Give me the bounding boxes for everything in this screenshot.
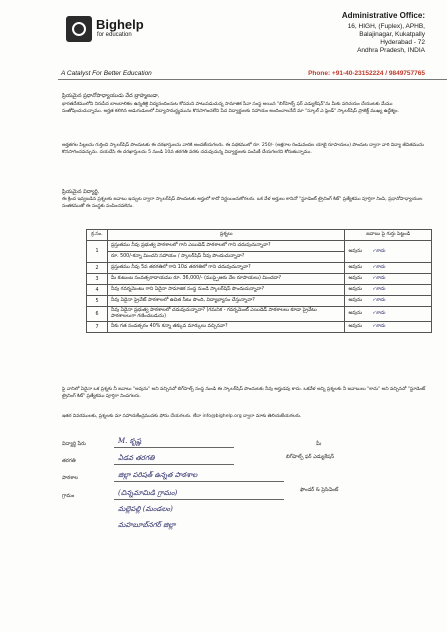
answer-no: కాదు	[376, 287, 386, 292]
sign-org: బిగ్‌హెల్ప్ ఫర్ ఎడ్యుకేషన్	[286, 454, 335, 460]
answer-cell[interactable]	[345, 274, 432, 285]
class-label: తరగతి	[62, 458, 76, 464]
answer-cell[interactable]	[345, 241, 432, 263]
row-number: 5	[87, 296, 108, 307]
question-text: నీవు ఏదైనా ప్రైవేట్ పాఠశాలలో ఉచిత సీటు పొంది, విద్యాభ్యాసం చేస్తున్నావా?	[107, 296, 344, 307]
eligibility-table	[86, 229, 432, 333]
tick-mark: ✓	[371, 311, 376, 316]
answer-yes: అవును	[348, 265, 363, 270]
logo-sub: for education	[97, 32, 132, 38]
answer-no: కాదు	[376, 265, 386, 270]
table-row	[87, 274, 432, 285]
answer-no: కాదు	[376, 298, 386, 303]
table-row	[87, 322, 432, 333]
answer-no: కాదు	[376, 311, 386, 316]
student-name-value[interactable]: M. కృష్ణ	[118, 437, 142, 445]
table-row	[87, 285, 432, 296]
question-text: నీవు ఏదైనా ప్రభుత్వ పాఠశాలలో చదువుచున్నావా? (గమనిక - గవర్నమెంట్ ఎయిడెడ్ పాఠశాలలు కూడా ప్రైవేటు పాఠశాలలుగా గణించబడును)	[107, 307, 344, 322]
village-value[interactable]: (చిన్నమామిడి గ్రామం)	[118, 489, 178, 497]
village-label: గ్రామం	[62, 493, 75, 499]
table-row	[87, 241, 432, 252]
contact-paragraph: ఇతర వివరములకు, ప్రశ్నలకు మా సహాయకేంద్రమునకు ఫోను చేయగలరు. లేదా info@bighelp.org ద్వారా మాకు తెలియజేయగలరు.	[62, 414, 302, 419]
question-text: ప్రస్తుతము నీవు ప్రభుత్వ పాఠశాలలో గాని ఎయిడెడ్ పాఠశాలలో గాని చదువుచున్నావా?	[107, 241, 344, 252]
class-value[interactable]: ఏడవ తరగతి	[118, 454, 155, 462]
answer-yes: అవును	[348, 248, 363, 254]
answer-yes: అవును	[348, 298, 363, 303]
tick-mark: ✓	[371, 324, 376, 329]
salutation: ప్రియమైన ప్రధానోపాధ్యాయుడు వేద బ్రాహ్మణుడా,	[62, 93, 160, 99]
header-divider	[58, 79, 447, 80]
answer-cell[interactable]	[345, 296, 432, 307]
student-salutation: ప్రియమైన విద్యార్థి,	[62, 189, 100, 195]
question-text: ప్రస్తుతము నీవు 5వ తరగతిలో గాని 10వ తరగతిలో గాని చదువుచున్నావా?	[107, 263, 344, 274]
row-number: 7	[87, 322, 108, 333]
village-line	[114, 499, 284, 500]
intro-paragraph: భారతదేశములోని నిరుపేద బాలబాలికల ఉన్నతికై విద్యనందించుట కోసమని పాటుపడుచున్న సామాజిక సేవా సంస్థ అయిన "బిగ్‌హెల్ప్ ఫర్ ఎడ్యుకేషన్"ను మీకు పరిచయం చేయుటకు మేము సంతోషించుచున్నాము. అర్హత కలిగిన ఆడుగుడులలో విద్యాసామర్థ్యమును కొనసాగించలేని పేద విద్యార్థులకు సహాయం అందించాలనేదే మా "స్కూల్ ఎ ఫ్రెండ్" స్కాలర్‌షిప్ ప్రాజెక్ట్ ముఖ్య ఉద్దేశ్యం.	[62, 102, 399, 114]
answer-no: కాదు	[376, 248, 386, 254]
answer-yes: అవును	[348, 287, 363, 292]
row-number: 6	[87, 307, 108, 322]
mandal-value[interactable]: మల్లెపల్లి (మండలం)	[118, 505, 173, 513]
sign-title: ఫౌండర్ & ప్రెసిడెంట్	[300, 487, 339, 493]
row-number: 1	[87, 241, 108, 263]
bighelp-logo-icon	[66, 16, 92, 42]
eligibility-paragraph: అర్హతగల పిల్లలను గుర్తించి స్కాలర్‌షిప్ పొందుటకు ఈ దరఖాస్తులను వారికి అందజేయగలరు. ఈ పథకములో రూ. 250/- (అక్షరాల రెండువందల యాభై రూపాయలు) పొందుట ద్వారా వారి విద్యా జీవితమును కొనసాగించవచ్చును. దయచేసి ఈ దరఖాస్తులను 5 నుండి 10వ తరగతి వరకు చదువుచున్న విద్యార్థులకు పంపిణీ చేయగలరని కోరుతున్నాము.	[62, 143, 424, 155]
col-header-sno: క్ర.సం.	[87, 230, 108, 241]
answer-cell[interactable]	[345, 322, 432, 333]
answer-no: కాదు	[376, 324, 386, 329]
tick-mark: ✓	[371, 287, 376, 292]
office-address	[342, 12, 425, 55]
office-line: 16, HIGH, (Fuplex), APHB,	[347, 23, 425, 30]
table-row	[87, 263, 432, 274]
row-number: 3	[87, 274, 108, 285]
col-header-answer: జవాబు పై గుర్తు పెట్టండి	[345, 230, 432, 241]
question-text: నీకు గత సంవత్సరం 40% కన్నా తక్కువ మార్కులు వచ్చినవా?	[107, 322, 344, 333]
answer-cell[interactable]	[345, 307, 432, 322]
school-line	[114, 481, 284, 482]
answer-no: కాదు	[376, 276, 386, 281]
logo-name: Bighelp	[96, 17, 144, 32]
student-name-line	[114, 447, 234, 448]
tick-mark: ✓	[371, 298, 376, 303]
answer-yes: అవును	[348, 324, 363, 329]
office-line: Balajinagar, Kukatpally	[359, 31, 425, 38]
answer-cell[interactable]	[345, 285, 432, 296]
tick-mark: ✓	[371, 248, 376, 254]
col-header-question: ప్రశ్నలు	[107, 230, 344, 241]
table-header-row	[87, 230, 432, 241]
answer-yes: అవును	[348, 276, 363, 281]
sign-salute: మీ	[316, 441, 322, 447]
answer-yes: అవును	[348, 311, 363, 316]
class-line	[114, 464, 234, 465]
office-line: Hyderabad - 72	[380, 39, 425, 46]
school-value[interactable]: జిల్లా పరిషత్ ఉన్నత పాఠశాల	[118, 471, 198, 479]
row-number: 2	[87, 263, 108, 274]
office-phone: Phone: +91-40-23152224 / 9849757765	[308, 70, 425, 77]
district-value[interactable]: మహబూబ్‌నగర్ జిల్లా	[118, 521, 176, 529]
row-number: 4	[87, 285, 108, 296]
table-row	[87, 307, 432, 322]
question-text: నీవు గవర్నమెంటు గాని ఏదైనా సామాజిక సంస్థ నుండి స్కాలర్‌షిప్ పొందుచున్నావా?	[107, 285, 344, 296]
office-title: Administrative Office:	[341, 11, 425, 20]
question-text: మీ కుటుంబ సంవత్సరాదాయము రూ. 36,000/- (ముప్పైఆరు వేల రూపాయలు) మించదా?	[107, 274, 344, 285]
tagline: A Catalyst For Better Education	[61, 70, 152, 77]
school-label: పాఠశాల	[62, 475, 79, 481]
table-row	[87, 296, 432, 307]
result-paragraph: పై వానిలో ఏదైనా ఒక ప్రశ్నకు నీ జవాబు "అవును" అని వచ్చినచో బిగ్‌హెల్ప్ సంస్థ నుండి ఈ స్కాలర్‌షిప్ పొందుటకు నీవు అర్హుడవు కాదు. ఒకవేళ అన్ని ప్రశ్నలకు నీ జవాబులు "కాదు" అని వచ్చినచో "స్టూడెంట్ ట్రైనింగ్ కిట్" ప్రత్యేకము పూర్తిగా నింపగలరు.	[62, 387, 426, 399]
student-name-label: విద్యార్థి పేరు	[62, 441, 86, 447]
question-text: రూ. 500/-కన్నా మించని సహాయం / స్కాలర్‌షిప్ నీవు పొందుచున్నావా?	[107, 252, 344, 263]
tick-mark: ✓	[371, 276, 376, 281]
answer-cell[interactable]	[345, 263, 432, 274]
office-line: Andhra Pradesh, INDIA	[357, 47, 425, 54]
instruction-paragraph: ఈ క్రింద ఇవ్వబడిన ప్రశ్నలకు జవాబు ఇచ్చుట ద్వారా స్కాలర్‌షిప్ పొందుటకు అర్హులో కాదో నిర్ణయించుకోగలరు. ఒక వేళ అర్హులు కానిచో "స్టూడెంట్ ట్రైనింగ్ కిట్" ప్రత్యేకము పూర్తిగా నింపి, ప్రధానోపాధ్యాయుల సంతకముతో ఈ సంస్థకు పంపించవలెను.	[62, 197, 423, 209]
tick-mark: ✓	[371, 265, 376, 270]
